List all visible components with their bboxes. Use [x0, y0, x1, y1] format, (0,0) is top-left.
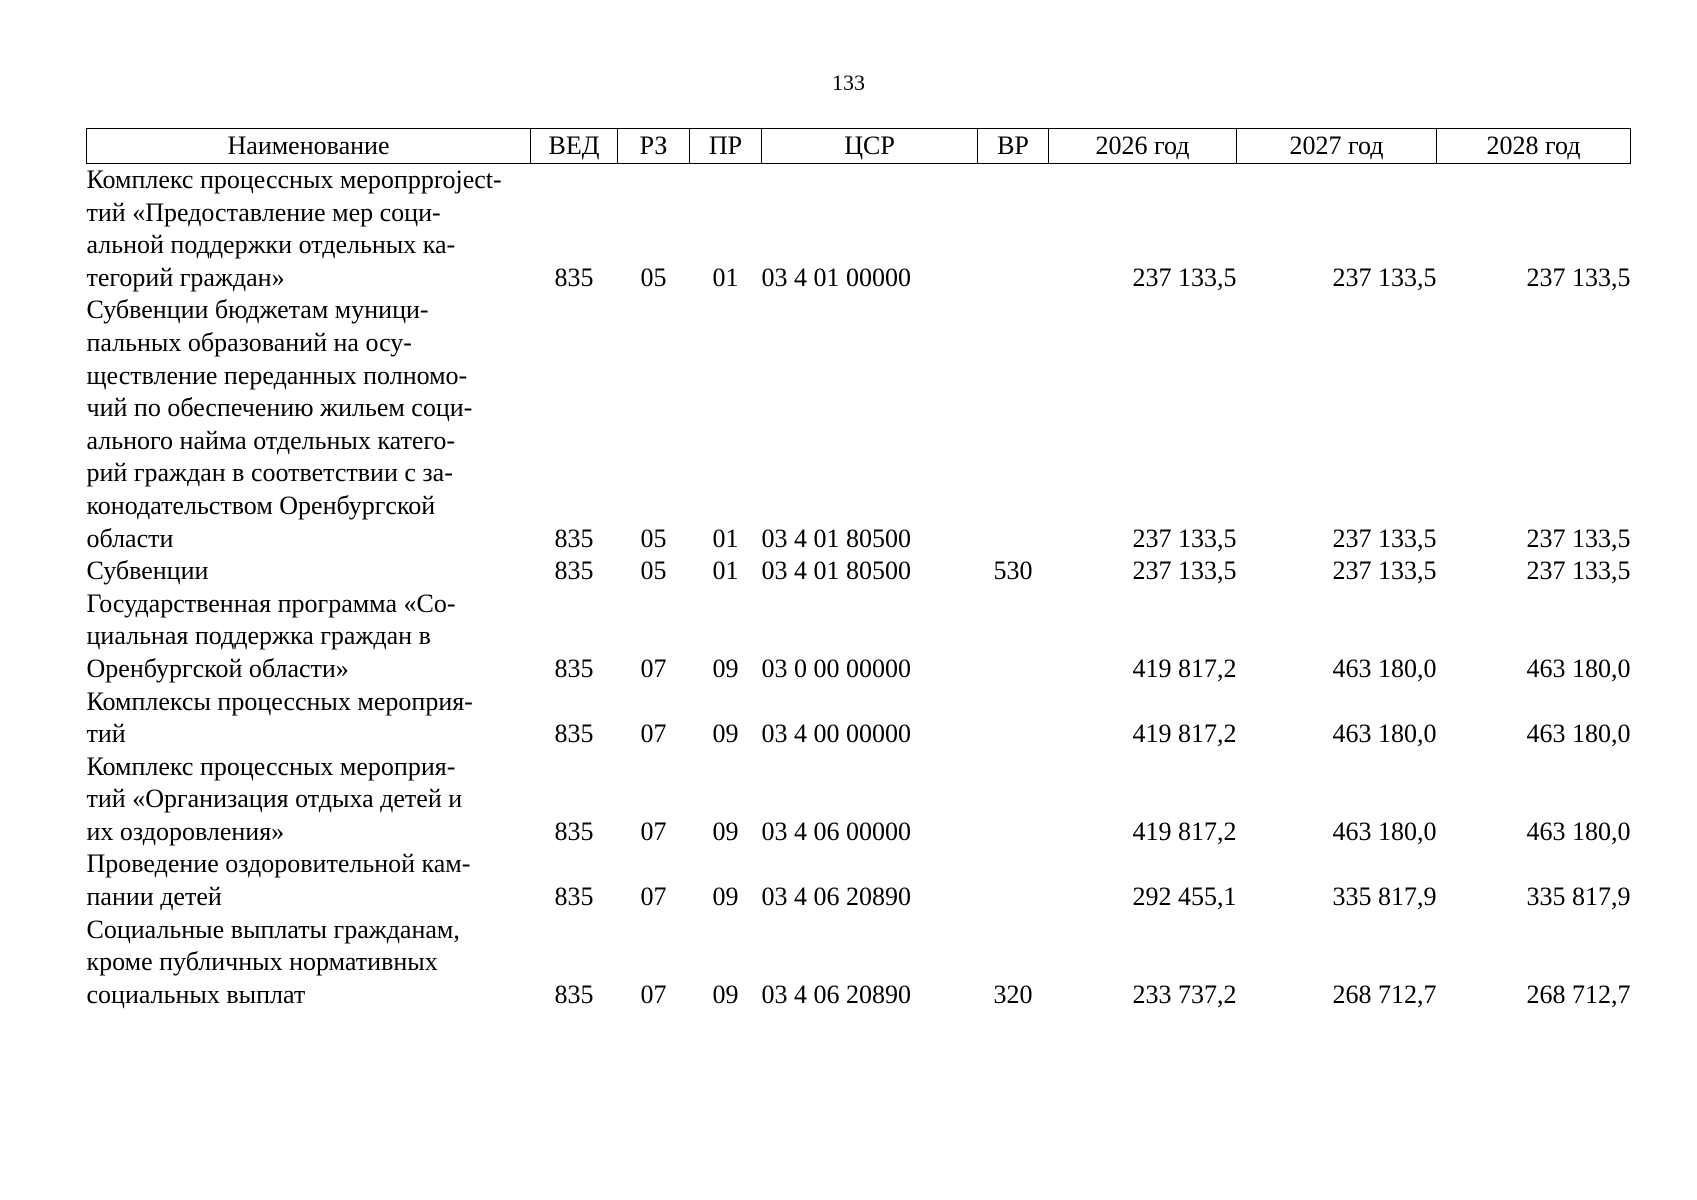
- cell-vr: [978, 164, 1049, 295]
- cell-csr: 03 4 01 80500: [761, 523, 911, 553]
- header-csr: ЦСР: [762, 129, 978, 164]
- cell-ved: 835: [554, 816, 594, 846]
- header-vr: ВР: [978, 129, 1049, 164]
- table-row: [87, 555, 1631, 588]
- table-row: [87, 588, 1631, 686]
- name-line: пальных образований на осу-: [86, 327, 412, 357]
- cell-y2028: 463 180,0: [1526, 816, 1631, 846]
- table-row: [87, 848, 1631, 913]
- cell-y2026: 233 737,2: [1132, 979, 1237, 1009]
- cell-y2028: 335 817,9: [1526, 882, 1631, 912]
- name-line: пании детей: [86, 882, 222, 912]
- cell-vr: [978, 848, 1049, 913]
- cell-y2028: 237 133,5: [1526, 262, 1631, 292]
- cell-y2026: 237 133,5: [1132, 556, 1237, 586]
- cell-name: [87, 164, 531, 295]
- name-line: чий по обеспечению жильем соци-: [86, 393, 473, 423]
- name-line: Субвенции: [86, 556, 209, 586]
- cell-y2027: 335 817,9: [1332, 882, 1437, 912]
- cell-ved: 835: [554, 556, 594, 586]
- cell-y2027: 463 180,0: [1332, 816, 1437, 846]
- name-line: Оренбургской области»: [86, 653, 349, 683]
- cell-ved: 835: [554, 979, 594, 1009]
- name-line: их оздоровления»: [86, 816, 285, 846]
- name-line: Государственная программа «Со-: [86, 588, 456, 618]
- cell-y2027: 463 180,0: [1332, 719, 1437, 749]
- cell-pr: 01: [712, 556, 739, 586]
- table-row: [87, 294, 1631, 555]
- name-line: Комплекс процессных мероприя-: [86, 751, 456, 781]
- cell-pr: 09: [712, 653, 739, 683]
- table-row: [87, 686, 1631, 751]
- cell-csr: 03 4 06 20890: [761, 979, 911, 1009]
- header-rz: РЗ: [618, 129, 690, 164]
- cell-ved: 835: [554, 719, 594, 749]
- cell-vr: [978, 686, 1049, 751]
- budget-table: [86, 128, 1631, 1011]
- header-2028: 2028 год: [1437, 129, 1631, 164]
- cell-pr: 09: [712, 816, 739, 846]
- cell-vr: 530: [993, 556, 1033, 586]
- name-line: Проведение оздоровительной кам-: [86, 849, 471, 879]
- cell-y2026: 419 817,2: [1132, 719, 1237, 749]
- page-number: 133: [832, 70, 865, 95]
- cell-vr: 320: [993, 979, 1033, 1009]
- name-line: тегорий граждан»: [86, 262, 285, 292]
- cell-pr: 09: [712, 719, 739, 749]
- cell-csr: 03 0 00 00000: [761, 653, 911, 683]
- cell-ved: 835: [554, 262, 594, 292]
- name-line: тий «Организация отдыха детей и: [86, 784, 463, 814]
- cell-y2026: 419 817,2: [1132, 653, 1237, 683]
- cell-csr: 03 4 06 20890: [761, 882, 911, 912]
- name-line: Субвенции бюджетам муници-: [86, 295, 429, 325]
- name-line: конодательством Оренбургской: [86, 490, 436, 520]
- cell-y2028: 463 180,0: [1526, 653, 1631, 683]
- cell-y2028: 463 180,0: [1526, 719, 1631, 749]
- name-line: области: [86, 523, 174, 553]
- name-line: альной поддержки отдельных ка-: [86, 230, 456, 260]
- cell-y2026: 419 817,2: [1132, 816, 1237, 846]
- cell-y2026: 237 133,5: [1132, 262, 1237, 292]
- cell-ved: 835: [554, 523, 594, 553]
- cell-rz: 05: [640, 523, 667, 553]
- name-line: социальных выплат: [86, 979, 306, 1009]
- cell-y2027: 268 712,7: [1332, 979, 1437, 1009]
- cell-rz: 05: [640, 262, 667, 292]
- cell-y2027: 237 133,5: [1332, 556, 1437, 586]
- header-2027: 2027 год: [1237, 129, 1437, 164]
- cell-rz: 07: [640, 979, 667, 1009]
- cell-csr: 03 4 06 00000: [761, 816, 911, 846]
- cell-rz: 07: [640, 816, 667, 846]
- table-row: [87, 164, 1631, 295]
- name-line: ществление переданных полномо-: [86, 360, 468, 390]
- name-line: тий «Предоставление мер соци-: [86, 197, 441, 227]
- header-2026: 2026 год: [1049, 129, 1237, 164]
- cell-pr: 09: [712, 979, 739, 1009]
- name-line: Комплекс процессных меропрproject-: [86, 165, 502, 194]
- name-line: ального найма отдельных катего-: [86, 425, 456, 455]
- name-line: Комплексы процессных мероприя-: [86, 686, 473, 716]
- table-row: [87, 914, 1631, 1012]
- header-name: Наименование: [87, 129, 531, 164]
- name-line: кроме публичных нормативных: [86, 947, 438, 977]
- cell-csr: 03 4 01 00000: [761, 262, 911, 292]
- cell-pr: 01: [712, 262, 739, 292]
- cell-ved: 835: [554, 882, 594, 912]
- name-line: циальная поддержка граждан в: [86, 621, 431, 651]
- cell-name: [87, 555, 531, 588]
- cell-name: [87, 751, 531, 849]
- cell-y2027: 237 133,5: [1332, 262, 1437, 292]
- cell-name: [87, 588, 531, 686]
- header-pr: ПР: [690, 129, 762, 164]
- cell-rz: 07: [640, 719, 667, 749]
- cell-y2027: 237 133,5: [1332, 523, 1437, 553]
- cell-csr: 03 4 01 80500: [761, 556, 911, 586]
- cell-name: [87, 914, 531, 1012]
- cell-name: [87, 686, 531, 751]
- cell-rz: 07: [640, 653, 667, 683]
- header-ved: ВЕД: [531, 129, 618, 164]
- name-line: Социальные выплаты гражданам,: [86, 914, 460, 944]
- cell-rz: 07: [640, 882, 667, 912]
- cell-vr: [978, 294, 1049, 555]
- cell-vr: [978, 588, 1049, 686]
- cell-y2028: 237 133,5: [1526, 523, 1631, 553]
- name-line: рий граждан в соответствии с за-: [86, 458, 453, 488]
- cell-y2027: 463 180,0: [1332, 653, 1437, 683]
- cell-rz: 05: [640, 556, 667, 586]
- cell-y2028: 237 133,5: [1526, 556, 1631, 586]
- cell-y2026: 237 133,5: [1132, 523, 1237, 553]
- cell-pr: 01: [712, 523, 739, 553]
- table-body: [87, 164, 1631, 1012]
- cell-y2028: 268 712,7: [1526, 979, 1631, 1009]
- table-row: [87, 751, 1631, 849]
- cell-name: [87, 294, 531, 555]
- cell-csr: 03 4 00 00000: [761, 719, 911, 749]
- cell-y2026: 292 455,1: [1132, 882, 1237, 912]
- cell-name: [87, 848, 531, 913]
- name-line: тий: [86, 719, 126, 749]
- cell-vr: [978, 751, 1049, 849]
- cell-pr: 09: [712, 882, 739, 912]
- table-header-row: [87, 129, 1631, 164]
- cell-ved: 835: [554, 653, 594, 683]
